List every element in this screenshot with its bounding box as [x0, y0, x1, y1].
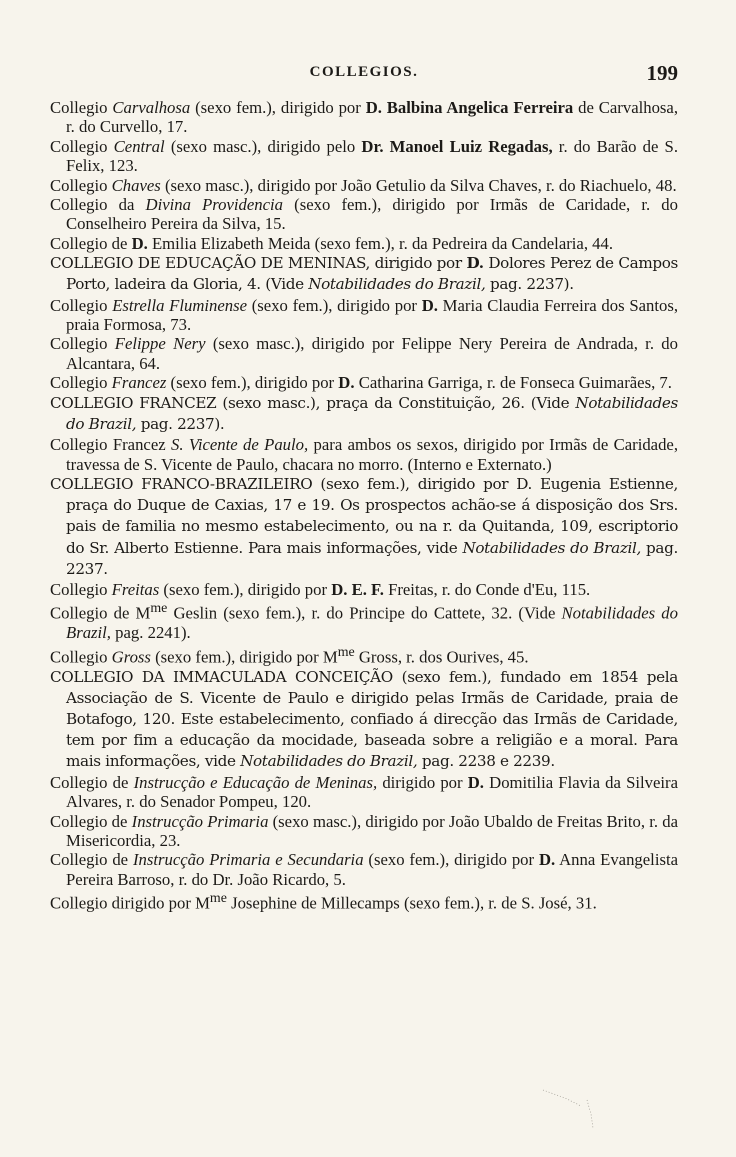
entry-educacao-meninas: COLLEGIO DE EDUCAÇÃO DE MENINAS, dirigido por D. Dolores Perez de Campos Porto, ladeira da Gloria, 4. (Vide Notabilidades do Brazil, pag. 2237). [50, 254, 678, 294]
entry-carvalhosa: Collegio Carvalhosa (sexo fem.), dirigido por D. Balbina Angelica Ferreira de Carvalhosa, r. do Curvello, 17. [50, 98, 678, 137]
entry-freitas: Collegio Freitas (sexo fem.), dirigido por D. E. F. Freitas, r. do Conde d'Eu, 115. [50, 579, 591, 599]
entry-francez-masc: COLLEGIO FRANCEZ (sexo masc.), praça da Constituição, 26. (Vide Notabilidades do Brazil, pag. 2237). [50, 393, 678, 433]
page-header [50, 61, 678, 88]
entry-millecamps: Collegio dirigido por $M^{me}$ Josephine de Millecamps (sexo fem.), r. de S. José, 31. [50, 891, 597, 913]
entry-felippe-nery: Collegio Felippe Nery (sexo masc.), dirigido por Felippe Nery Pereira de Andrada, r. do Alcantara, 64. [50, 334, 678, 373]
page-number: 199 [646, 61, 678, 85]
entry-gross: Collegio Gross (sexo fem.), dirigido por $M^{me}$ Gross, r. dos Ourives, 45. [50, 644, 529, 667]
entry-franco-brazileiro: COLLEGIO FRANCO-BRAZILEIRO (sexo fem.), dirigido por D. Eugenia Estienne, praça do Duque de Caxias, 17 e 19. Os prospectos achão-se á disposição dos Srs. pais de familia no mesmo estabelecimento, ou na r. da Quitanda, 109, escriptorio do Sr. Alberto Estienne. Para mais informações, vide Notabilidades do Brazil, pag. 2237. [50, 474, 678, 578]
entry-divina-providencia: Collegio da Divina Providencia (sexo fem.), dirigido por Irmãs de Caridade, r. do Conselheiro Pereira da Silva, 15. [50, 195, 678, 234]
directory-entries [50, 98, 678, 913]
entry-estrella-fluminense: Collegio Estrella Fluminense (sexo fem.), dirigido por D. Maria Claudia Ferreira dos Santos, praia Formosa, 73. [50, 295, 678, 335]
running-head: COLLEGIOS. [309, 64, 419, 80]
entry-immaculada-conceicao: COLLEGIO DA IMMACULADA CONCEIÇÃO (sexo fem.), fundado em 1854 pela Associação de S. Vicente de Paulo e dirigido pelas Irmãs de Caridade, praia de Botafogo, 120. Este estabelecimento, confiado á direcção das Irmãs de Caridade, tem por fim a educação da mocidade, baseada sobre a religião e a moral. Para mais informações, vide Notabilidades do Brazil, pag. 2238 e 2239. [50, 667, 678, 771]
entry-instruccao-educacao: Collegio de Instrucção e Educação de Meninas, dirigido por D. Domitilia Flavia da Silveira Alvares, r. do Senador Pompeu, 120. [50, 772, 678, 812]
entry-instruccao-primaria: Collegio de Instrucção Primaria (sexo masc.), dirigido por João Ubaldo de Freitas Brito, r. da Misericordia, 23. [50, 811, 678, 850]
entry-francez-vicente: Collegio Francez S. Vicente de Paulo, para ambos os sexos, dirigido por Irmãs de Caridade, travessa de S. Vicente de Paulo, chacara no morro. (Interno e Externato.) [50, 435, 679, 474]
entry-geslin: Collegio de $M^{me}$ Geslin (sexo fem.), r. do Principe do Cattete, 32. (Vide Notabilidades do Brazil, pag. 2241). [50, 601, 678, 643]
entry-francez-fem: Collegio Francez (sexo fem.), dirigido por D. Catharina Garriga, r. de Fonseca Guimarães, 7. [50, 373, 672, 393]
entry-central: Collegio Central (sexo masc.), dirigido pelo Dr. Manoel Luiz Regadas, r. do Barão de S. Felix, 123. [50, 136, 679, 176]
entry-chaves: Collegio Chaves (sexo masc.), dirigido por João Getulio da Silva Chaves, r. do Riachuelo, 48. [50, 175, 677, 195]
page-specks [535, 1080, 615, 1140]
entry-instruccao-primaria-secundaria: Collegio de Instrucção Primaria e Secundaria (sexo fem.), dirigido por D. Anna Evangelista Pereira Barroso, r. do Dr. João Ricardo, 5. [50, 850, 678, 889]
entry-emilia-meida: Collegio de D. Emilia Elizabeth Meida (sexo fem.), r. da Pedreira da Candelaria, 44. [50, 233, 614, 253]
